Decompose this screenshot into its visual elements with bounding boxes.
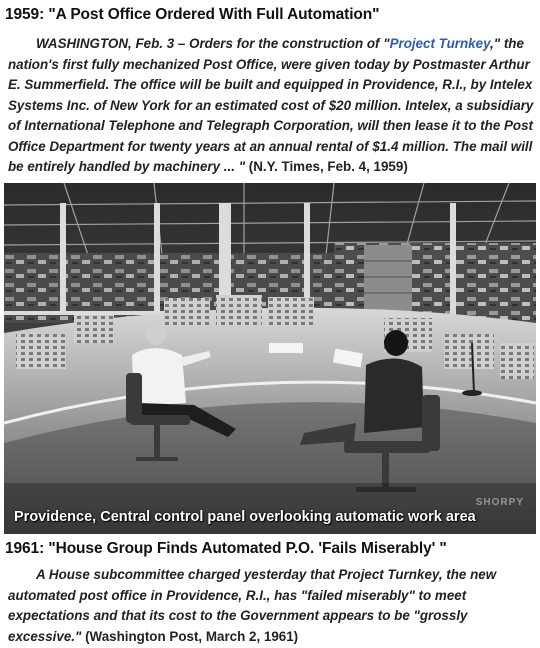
article-1959-body: ," the nation's first fully mechanized Post Office, were given today by Postmaster Arthur E. Summerfield. The office will be built and equipped in Providence, R.I., by Intelex Systems Inc. of New York for an estimated cost of $20 million. Intelex, a subsidiary of International Telephone and Telegraph Corporation, will then lease it to the Post Office Department for twenty years at an annual rental of $1.4 million. The mail will be entirely handled by machinery ... " xyxy=(8,36,534,174)
article-1959-paragraph xyxy=(8,34,536,178)
project-turnkey-link[interactable]: Project Turnkey xyxy=(389,36,491,51)
control-room-illustration xyxy=(4,183,536,534)
heading-1961: 1961: "House Group Finds Automated P.O. 'Fails Miserably' " xyxy=(5,540,447,557)
photo-watermark: SHORPY xyxy=(475,497,524,508)
article-1959-lead: WASHINGTON, Feb. 3 – Orders for the construction of " xyxy=(36,36,390,51)
control-room-photo xyxy=(4,183,536,534)
article-1959-source: (N.Y. Times, Feb. 4, 1959) xyxy=(248,159,408,174)
article-1961-source: (Washington Post, March 2, 1961) xyxy=(85,628,299,644)
photo-caption: Providence, Central control panel overlooking automatic work area xyxy=(14,509,476,525)
article-1961-body: A House subcommittee charged yesterday that Project Turnkey, the new automated post office in Providence, R.I., has "failed miserably" to meet expectations and that its cost to the Government appears to be "grossly excessive." xyxy=(8,567,497,644)
article-1961-paragraph xyxy=(8,565,536,647)
heading-1959: 1959: "A Post Office Ordered With Full Automation" xyxy=(5,6,380,23)
